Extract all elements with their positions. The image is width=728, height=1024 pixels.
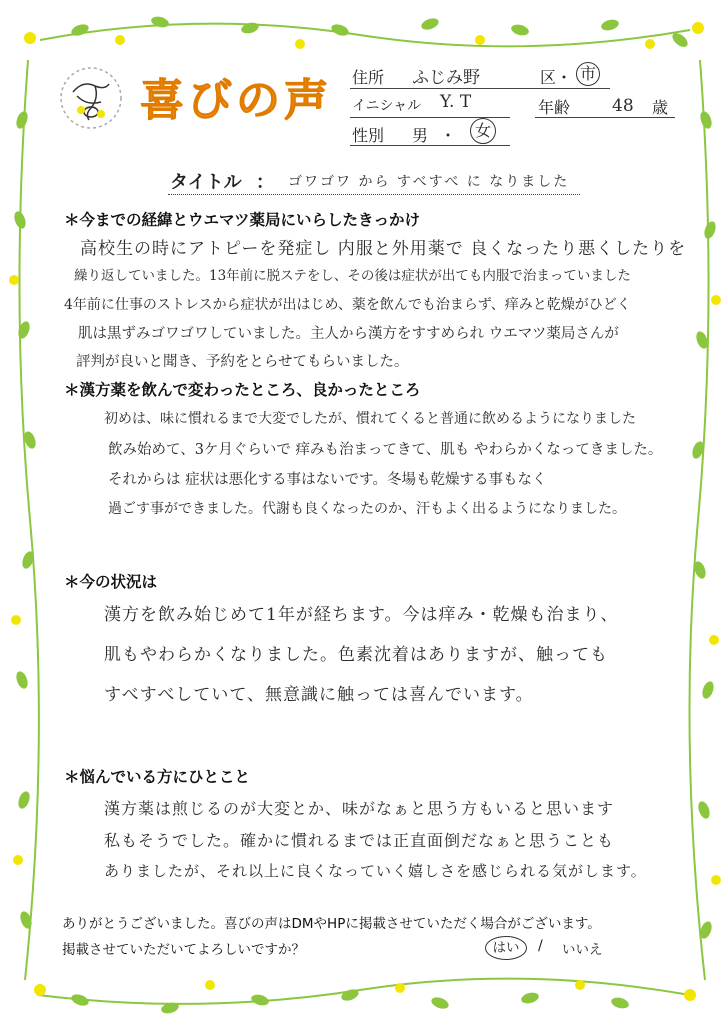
gender-female: 女 — [470, 118, 496, 144]
age-label: 年齢 — [538, 98, 571, 117]
stork-logo-icon — [55, 62, 127, 134]
current-line: 肌もやわらかくなりました。色素沈着はありますが、触っても — [104, 645, 608, 665]
current-line: すべすべしていて、無意識に触っては喜んでいます。 — [104, 685, 534, 705]
history-line: 肌は黒ずみゴワゴワしていました。主人から漢方をすすめられ ウエマツ薬局さんが — [78, 326, 619, 342]
advice-line: 私もそうでした。確かに慣れるまでは正直面倒だなぁと思うことも — [104, 831, 615, 850]
initial-value: Y. T — [440, 92, 472, 112]
age-value: 48 — [612, 96, 634, 116]
initial-label: イニシャル — [352, 98, 422, 114]
changes-line: それからは 症状は悪化する事はないです。冬場も乾燥する事もなく — [108, 472, 547, 488]
consent-yes: はい — [485, 936, 527, 960]
current-line: 漢方を飲み始じめて1年が経ちます。今は痒み・乾燥も治まり、 — [104, 605, 619, 625]
advice-line: 漢方薬は煎じるのが大変とか、味がなぁと思う方もいると思います — [104, 799, 615, 818]
city-option: 市 — [576, 62, 600, 86]
address-label: 住所 — [352, 68, 385, 87]
changes-line: 過ごす事ができました。代謝も良くなったのか、汗もよく出るようになりました。 — [108, 501, 626, 517]
consent-separator: / — [538, 938, 543, 954]
page-title: 喜びの声 — [140, 75, 332, 126]
title-colon: ： — [256, 172, 274, 193]
section-heading-advice: ＊悩んでいる方にひとこと — [64, 768, 251, 786]
gender-label: 性別 — [352, 126, 385, 145]
history-line: 評判が良いと聞き、予約をとらせてもらいました。 — [76, 354, 409, 370]
ward-label: 区・ — [540, 68, 573, 87]
changes-line: 飲み始めて、3ケ月ぐらいで 痒みも治まってきて、肌も やわらかくなってきました。 — [108, 442, 663, 458]
title-label: タイトル — [170, 172, 242, 193]
advice-line: ありましたが、それ以上に良くなっていく嬉しさを感じられる気がします。 — [104, 862, 647, 880]
section-heading-changes: ＊漢方薬を飲んで変わったところ、良かったところ — [64, 381, 421, 399]
section-heading-history: ＊今までの経緯とウエマツ薬局にいらしたきっかけ — [64, 211, 421, 229]
history-line: 高校生の時にアトピーを発症し 内服と外用薬で 良くなったり悪くしたりを — [80, 239, 687, 259]
age-unit: 歳 — [652, 98, 669, 117]
changes-line: 初めは、味に慣れるまで大変でしたが、慣れてくると普通に飲めるようになりました — [104, 411, 636, 427]
consent-no: いいえ — [562, 942, 603, 958]
history-line: 繰り返していました。13年前に脱ステをし、その後は症状が出ても内服で治まっていました — [74, 268, 631, 284]
title-value: ゴワゴワ から すべすべ に なりました — [288, 174, 570, 190]
section-heading-current: ＊今の状況は — [64, 573, 158, 591]
gender-male: 男 — [412, 126, 429, 145]
address-value: ふじみ野 — [412, 68, 480, 88]
footer-question: 掲載させていただいてよろしいですか？ — [62, 942, 305, 958]
footer-notice: ありがとうございました。喜びの声はDMやHPに掲載させていただく場合がございます。 — [62, 916, 601, 932]
gender-separator: ・ — [440, 126, 457, 145]
history-line: 4年前に仕事のストレスから症状が出はじめ、薬を飲んでも治まらず、痒みと乾燥がひどく — [64, 297, 631, 313]
